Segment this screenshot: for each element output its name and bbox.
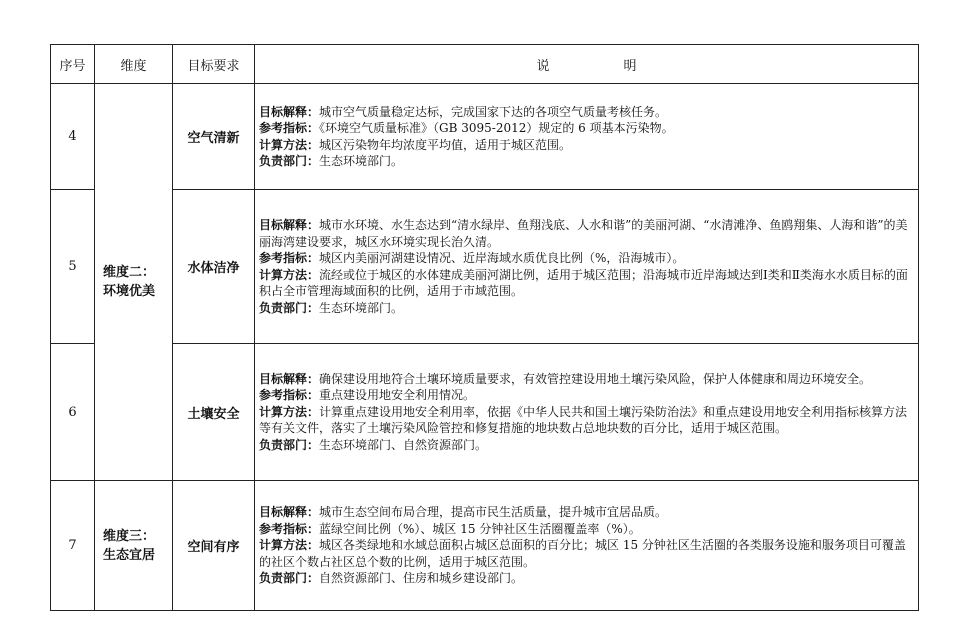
header-row bbox=[51, 45, 919, 84]
target-cell: 空间有序 bbox=[173, 481, 255, 611]
description-cell bbox=[255, 344, 919, 481]
dimension-cell bbox=[95, 84, 173, 481]
description-line: 负责部门：自然资源部门、住房和城乡建设部门。 bbox=[259, 571, 524, 586]
description-line: 目标解释：确保建设用地符合土壤环境质量要求，有效管控建设用地土壤污染风险，保护人体健康和周边环境安全。 bbox=[259, 371, 872, 386]
description-line: 参考指标：《环境空气质量标准》（GB 3095-2012）规定的 6 项基本污染物。 bbox=[259, 121, 674, 135]
description-line: 目标解释：城市生态空间布局合理，提高市民生活质量，提升城市宜居品质。 bbox=[259, 505, 668, 520]
header-description bbox=[255, 45, 919, 84]
target-cell: 土壤安全 bbox=[173, 344, 255, 481]
table-row bbox=[51, 190, 919, 344]
description-line: 参考指标：城区内美丽河湖建设情况、近岸海域水质优良比例（%，沿海城市）。 bbox=[259, 251, 685, 265]
header-dimension: 维度 bbox=[95, 45, 173, 84]
description-line: 计算方法：流经或位于城区的水体建成美丽河湖比例，适用于城区范围；沿海城市近岸海域达到Ⅰ类和Ⅱ类海水水质目标的面积占全市管理海域面积的比例，适用于市域范围。 bbox=[259, 267, 908, 298]
header-description-char-1: 说 bbox=[536, 58, 550, 74]
description-line: 参考指标：重点建设用地安全利用情况。 bbox=[259, 388, 476, 403]
row-number: 4 bbox=[51, 84, 95, 190]
header-target: 目标要求 bbox=[173, 45, 255, 84]
description-line: 计算方法：城区各类绿地和水域总面积占城区总面积的百分比；城区 15 分钟社区生活圈的各类服务设施和服务项目可覆盖的社区个数占社区总个数的比例，适用于城区范围。 bbox=[259, 538, 906, 569]
description-line: 负责部门：生态环境部门。 bbox=[259, 300, 404, 315]
header-no: 序号 bbox=[51, 45, 95, 84]
row-number: 6 bbox=[51, 344, 95, 481]
dimension-cell bbox=[95, 481, 173, 611]
dimension-name: 环境优美 bbox=[103, 284, 156, 299]
description-line: 计算方法：城区污染物年均浓度平均值，适用于城区范围。 bbox=[259, 137, 572, 152]
table-row bbox=[51, 84, 919, 190]
description-line: 负责部门：生态环境部门、自然资源部门。 bbox=[259, 437, 488, 452]
indicator-table bbox=[50, 44, 919, 611]
table-row bbox=[51, 344, 919, 481]
row-number: 7 bbox=[51, 481, 95, 611]
description-line: 计算方法：计算重点建设用地安全利用率，依据《中华人民共和国土壤污染防治法》和重点建设用地安全利用指标核算方法等有关文件，落实了土壤污染风险管控和修复措施的地块数占总地块数的百分比，适用于城区范围。 bbox=[259, 404, 908, 436]
target-cell: 水体洁净 bbox=[173, 190, 255, 344]
description-line: 目标解释：城市水环境、水生态达到“清水绿岸、鱼翔浅底、人水和谐”的美丽河湖、“水清滩净、鱼鸥翔集、人海和谐”的美丽海湾建设要求，城区水环境实现长治久清。 bbox=[259, 218, 908, 249]
row-number: 5 bbox=[51, 190, 95, 344]
description-cell bbox=[255, 84, 919, 190]
description-line: 负责部门：生态环境部门。 bbox=[259, 154, 404, 168]
description-cell bbox=[255, 481, 919, 611]
table-row bbox=[51, 481, 919, 611]
description-line: 目标解释：城市空气质量稳定达标，完成国家下达的各项空气质量考核任务。 bbox=[259, 104, 668, 119]
header-description-char-2: 明 bbox=[623, 58, 637, 74]
dimension-label: 维度三： bbox=[103, 528, 156, 544]
target-cell: 空气清新 bbox=[173, 84, 255, 190]
dimension-label: 维度二： bbox=[103, 265, 156, 280]
description-cell bbox=[255, 190, 919, 344]
dimension-name: 生态宜居 bbox=[103, 547, 156, 563]
description-line: 参考指标：蓝绿空间比例（%）、城区 15 分钟社区生活圈覆盖率（%）。 bbox=[259, 521, 641, 536]
